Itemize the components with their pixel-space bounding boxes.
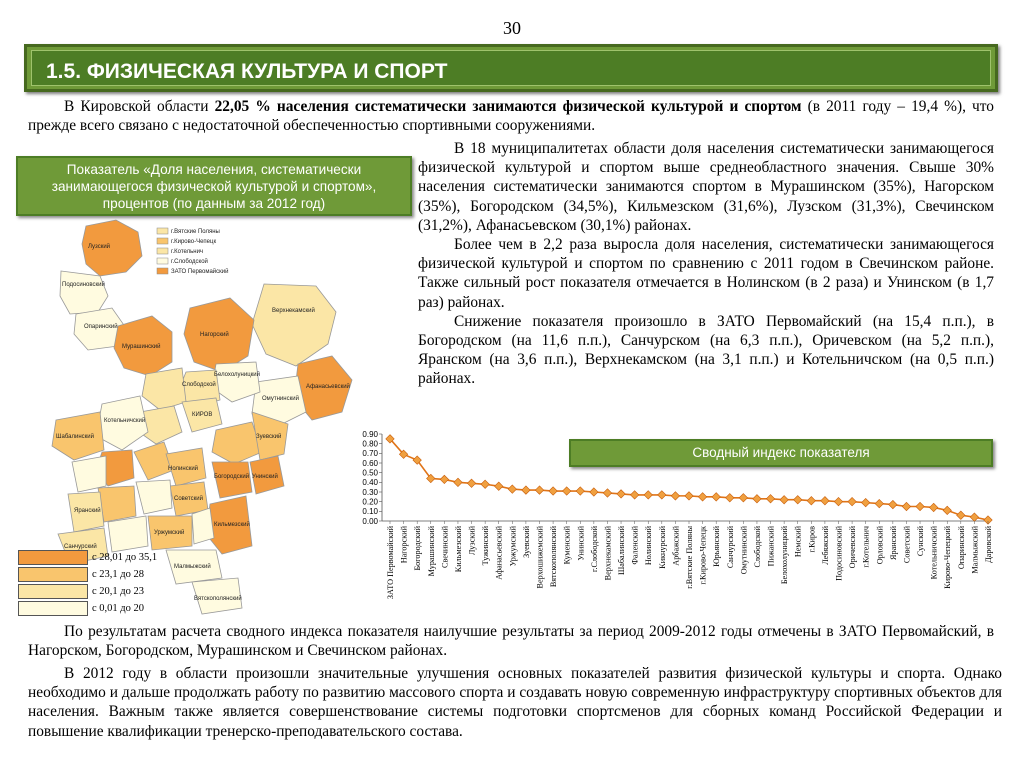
- category-label: Нагорский: [399, 526, 409, 564]
- region-podosinovets: [60, 271, 108, 314]
- inset-swatch-kot: [157, 248, 168, 254]
- category-label: Куменский: [562, 526, 572, 565]
- data-point: [508, 485, 516, 493]
- map-legend: [18, 549, 176, 617]
- legend-label: с 20,1 до 23: [92, 586, 145, 597]
- data-point: [739, 494, 747, 502]
- label-nolinsk: Нолинский: [168, 466, 199, 472]
- label-afanasyevo: Афанасьевский: [306, 384, 350, 390]
- inset-label-zato: ЗАТО Первомайский: [171, 269, 229, 275]
- category-label: Кильмезский: [453, 526, 463, 573]
- right-paragraph-3: Снижение показателя произошло в ЗАТО Первомайский (на 15,4 п.п.), в Богородском (на 11,6 п.п.), Санчурском (на 6,3 п.п.), Оричевском (на 5,2 п.п.), Яранском (на 3,6 п.п.), Верхнекамском (на 3,1 п.п.) и Котельничском (на 0,5 п.п.) районах.: [418, 312, 994, 388]
- label-belaya: Белохолуницкий: [214, 372, 260, 378]
- data-point: [671, 492, 679, 500]
- section-header-panel: [31, 50, 991, 86]
- data-point: [562, 487, 570, 495]
- index-chart-label: Сводный индекс показателя: [569, 439, 993, 467]
- region-verkhnekamsk: [252, 284, 336, 366]
- data-point: [617, 490, 625, 498]
- label-uni: Унинский: [252, 474, 278, 480]
- y-tick-label: 0.50: [362, 468, 378, 478]
- data-point: [957, 511, 965, 519]
- label-shabalino: Шабалинский: [56, 434, 94, 440]
- label-vp: Вятскополянский: [194, 596, 242, 602]
- data-point: [970, 513, 978, 521]
- category-label: Фаленский: [630, 526, 640, 565]
- category-label: Кирово-Чепецкий: [943, 526, 953, 589]
- y-tick-label: 0.60: [362, 458, 378, 468]
- data-point: [549, 487, 557, 495]
- label-verkhnekamsk: Верхнекамский: [272, 308, 315, 314]
- category-label: Санчурский: [725, 526, 735, 569]
- category-label: Советский: [902, 526, 912, 564]
- category-label: Кикнурский: [657, 526, 667, 569]
- category-label: Белохолуницкий: [780, 526, 790, 585]
- category-label: г.Котельнич: [861, 526, 871, 568]
- inset-swatch-vp: [157, 228, 168, 234]
- category-label: Шабалинский: [617, 526, 627, 575]
- category-label: Омутнинский: [739, 526, 749, 575]
- label-zuevka: Зуевский: [256, 434, 282, 440]
- category-label: Немский: [793, 526, 803, 558]
- y-tick-label: 0.20: [362, 497, 378, 507]
- legend-row: [18, 583, 176, 600]
- category-label: г.Слободской: [589, 526, 599, 572]
- label-bogorodskoye: Богородский: [214, 474, 250, 480]
- category-label: Уржумский: [508, 526, 518, 567]
- category-label: Даровской: [984, 526, 993, 563]
- data-point: [889, 500, 897, 508]
- category-label: Юрьянский: [712, 526, 722, 567]
- intro-bold-fact: 22,05 % населения систематически занимаются физической культурой и спортом: [214, 98, 802, 115]
- label-kilmez: Кильмезский: [214, 522, 250, 528]
- label-yaransk: Яранский: [74, 508, 101, 514]
- page-number: 30: [503, 18, 521, 38]
- category-label: Сунский: [916, 526, 926, 557]
- right-paragraph-2: Более чем в 2,2 раза выросла доля населения, систематически занимающегося физической культурой и спортом по сравнению с 2011 годом в Свечинском районе. Также сильный рост показателя отмечается в Нолинском (в 2 раза) и Унинском (в 1,7 раз) районах.: [418, 236, 994, 311]
- inset-swatch-kch: [157, 238, 168, 244]
- y-tick-label: 0.40: [362, 478, 378, 488]
- category-label: Унинский: [576, 526, 586, 561]
- legend-swatch: [18, 601, 88, 616]
- section-header: [24, 44, 998, 92]
- category-label: Малмыжский: [970, 526, 980, 574]
- inset-label-vp: г.Вятские Поляны: [171, 229, 220, 235]
- region-daroskoi: [72, 456, 106, 492]
- y-tick-label: 0.00: [362, 516, 378, 526]
- category-label: Яранский: [888, 526, 898, 560]
- category-label: Нолинский: [644, 526, 654, 566]
- conclusion-paragraph-1: По результатам расчета сводного индекса показателя наилучшие результаты за период 2009-2012 годы отмечены в ЗАТО Первомайский, в Нагорском, Богородском, Мурашинском и Свечинском районах.: [28, 623, 994, 660]
- label-nagorsk: Нагорский: [200, 332, 229, 338]
- category-label: Котельничский: [929, 526, 939, 580]
- data-point: [821, 497, 829, 505]
- data-point: [685, 492, 693, 500]
- legend-swatch: [18, 584, 88, 599]
- intro-text-end: (в 2011 году – 19,4 %), что прежде всего связано с недостаточной обеспеченностью спортивными сооружениями.: [28, 98, 995, 135]
- data-point: [794, 496, 802, 504]
- data-point: [603, 489, 611, 497]
- legend-row: [18, 566, 176, 583]
- data-point: [644, 491, 652, 499]
- data-point: [698, 493, 706, 501]
- legend-label: с 0,01 до 20: [92, 603, 145, 614]
- data-point: [535, 486, 543, 494]
- inset-label-kot: г.Котельнич: [171, 249, 204, 255]
- data-point: [807, 497, 815, 505]
- category-label: г.Киров: [807, 526, 817, 553]
- label-urzhum: Уржумский: [154, 530, 185, 536]
- label-oparino: Опаринский: [84, 324, 118, 330]
- label-kotelnich: Котельничский: [104, 418, 146, 424]
- data-point: [522, 486, 530, 494]
- category-label: г.Кирово-Чепецк: [698, 526, 708, 585]
- data-point: [943, 506, 951, 514]
- data-point: [834, 497, 842, 505]
- category-label: Лузский: [467, 526, 477, 556]
- region-nemskiy: [192, 508, 214, 544]
- category-label: Пижанский: [766, 526, 776, 567]
- legend-row: [18, 600, 176, 617]
- data-point: [902, 502, 910, 510]
- category-label: Верхошижемский: [535, 526, 545, 589]
- inset-swatch-slob: [157, 258, 168, 264]
- category-label: Лебяжский: [820, 526, 830, 565]
- category-label: Зуевский: [521, 526, 531, 558]
- category-label: Свечинский: [440, 526, 450, 568]
- legend-label: с 28,01 до 35,1: [92, 552, 158, 563]
- y-tick-label: 0.70: [362, 449, 378, 459]
- data-point: [440, 475, 448, 483]
- data-point: [929, 503, 937, 511]
- region-kikur: [98, 486, 136, 522]
- y-tick-label: 0.80: [362, 439, 378, 449]
- category-label: Афанасьевский: [494, 526, 504, 580]
- label-sovetsk: Советский: [174, 496, 203, 502]
- data-point: [780, 496, 788, 504]
- legend-row: [18, 549, 176, 566]
- category-label: Верхнекамский: [603, 526, 613, 581]
- category-label: Оричевский: [848, 526, 858, 569]
- legend-label: с 23,1 до 28: [92, 569, 145, 580]
- legend-swatch: [18, 550, 88, 565]
- label-podosinovets: Подосиновский: [62, 282, 105, 288]
- region-yuryanskiy: [142, 368, 186, 410]
- data-point: [875, 499, 883, 507]
- y-tick-label: 0.90: [362, 429, 378, 439]
- category-label: ЗАТО Первомайский: [386, 526, 395, 600]
- category-label: Тужинский: [481, 526, 491, 566]
- category-label: г.Вятские Поляны: [685, 526, 694, 589]
- label-kirov: КИРОВ: [192, 412, 213, 418]
- data-point: [916, 502, 924, 510]
- label-malmyzh: Малмыжский: [174, 564, 211, 570]
- category-label: Вятскополянский: [549, 526, 559, 588]
- chart-category-labels: [386, 521, 993, 599]
- label-murashi: Мурашинский: [122, 344, 161, 350]
- data-point: [576, 487, 584, 495]
- y-tick-label: 0.10: [362, 507, 378, 517]
- right-paragraph-1: В 18 муниципалитетах области доля населения систематически занимающегося физической культурой и спортом выше среднеобластного значения. Свыше 30% населения систематически занимаются спортом в Мурашинском (35%), Нагорском (35%), Богородском (34,5%), Кильмезском (31,6%), Лузском (31,3%), Свечинском (31,2%), Афанасьевском (30,1%) районах.: [418, 140, 994, 234]
- intro-text-start: В Кировской области: [64, 98, 215, 115]
- conclusion-paragraph-2: В 2012 году в области произошли значительные улучшения основных показателей развития физической культуры и спорта. Однако необходимо и дальше продолжать работу по развитию массового спорта и создавать новую современную инфраструктуру спортивных объектов для населения. Важным также является совершенствование системы подготовки спортсменов для сборных команд Российской Федерации и повышение квалификации тренерско-преподавательского состава.: [28, 665, 1002, 740]
- label-luza: Лузский: [88, 244, 111, 250]
- right-text-block: [418, 139, 994, 389]
- data-point: [454, 478, 462, 486]
- data-point: [753, 495, 761, 503]
- data-point: [658, 491, 666, 499]
- label-omutninsk: Омутнинский: [262, 396, 299, 402]
- section-title: 1.5. ФИЗИЧЕСКАЯ КУЛЬТУРА И СПОРТ: [46, 60, 448, 83]
- region-bogorodskoye: [212, 462, 252, 498]
- y-tick-label: 0.30: [362, 487, 378, 497]
- data-point: [861, 498, 869, 506]
- data-point: [481, 480, 489, 488]
- category-label: Слободской: [752, 526, 762, 568]
- data-point: [467, 479, 475, 487]
- inset-label-slob: г.Слободской: [171, 259, 208, 265]
- map-caption: Показатель «Доля населения, систематически занимающегося физической культурой и спортом», процентов (по данным за 2012 год): [16, 156, 412, 216]
- map-inset-legend: [157, 228, 228, 275]
- label-sanchursk: Санчурский: [64, 544, 97, 550]
- data-point: [726, 494, 734, 502]
- category-label: Арбажский: [671, 526, 681, 566]
- data-point: [766, 495, 774, 503]
- data-point: [590, 488, 598, 496]
- legend-swatch: [18, 567, 88, 582]
- category-label: Подосиновский: [834, 526, 844, 581]
- intro-paragraph: [28, 97, 994, 135]
- region-pizhanka: [108, 516, 148, 552]
- category-label: Опаринский: [956, 526, 966, 570]
- category-label: Богородский: [413, 526, 423, 571]
- data-point: [848, 497, 856, 505]
- data-point: [630, 491, 638, 499]
- inset-label-kch: г.Кирово-Чепецк: [171, 239, 217, 245]
- inset-swatch-zato: [157, 268, 168, 274]
- region-lebyazhye: [136, 480, 172, 514]
- data-point: [712, 493, 720, 501]
- category-label: Орловский: [875, 526, 885, 565]
- data-point: [495, 482, 503, 490]
- category-label: Мурашинский: [426, 526, 436, 577]
- label-slobodskoy: Слободской: [182, 382, 216, 388]
